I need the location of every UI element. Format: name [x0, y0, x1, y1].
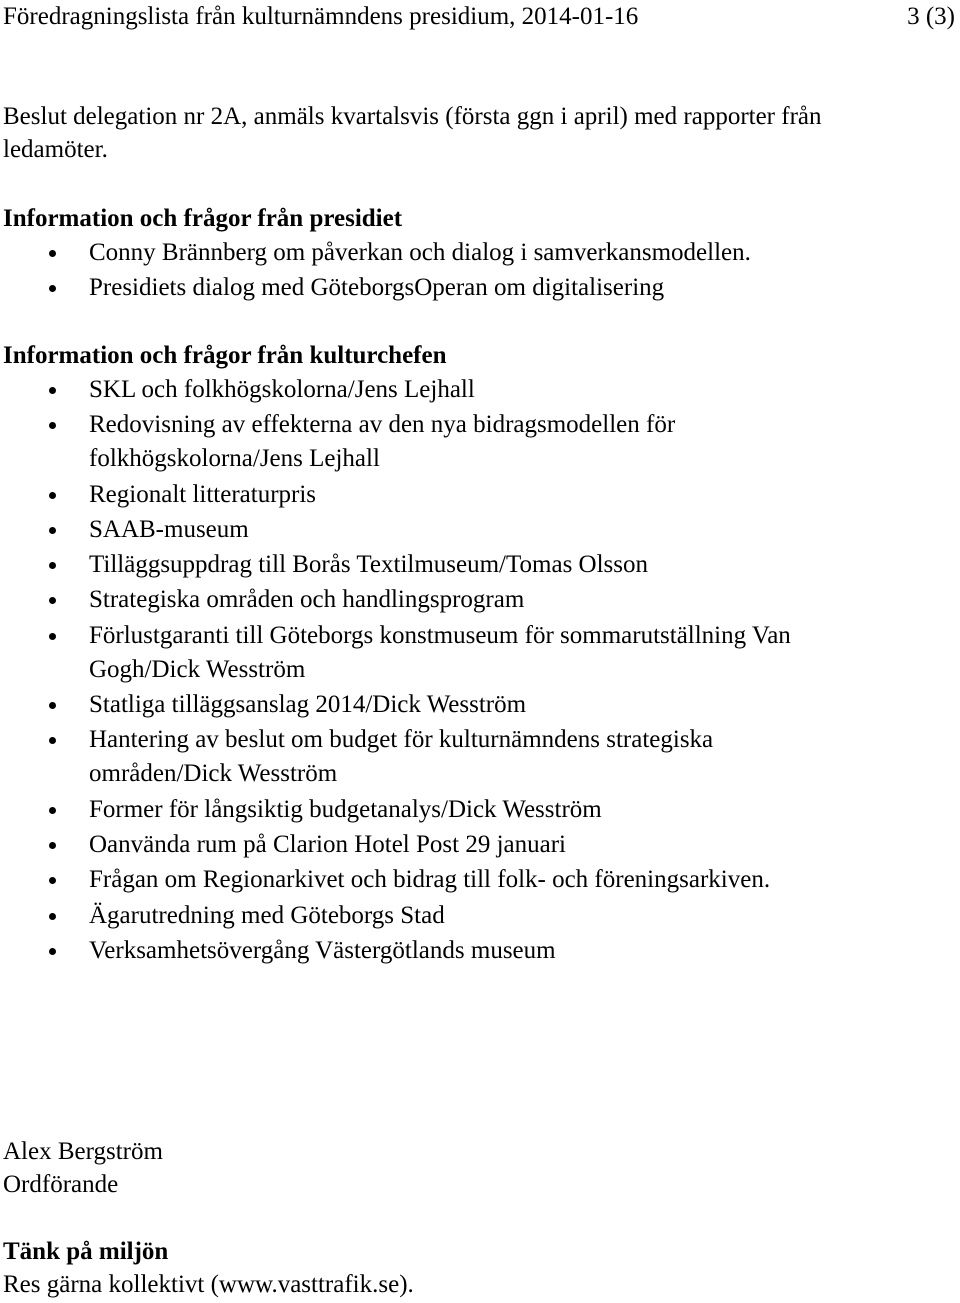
list-item	[3, 723, 955, 791]
footer-text: Res gärna kollektivt (www.vasttrafik.se).	[3, 1271, 414, 1298]
list-item-text: SKL och folkhögskolorna/Jens Lejhall	[89, 376, 475, 403]
list-item-text: Ägarutredning med Göteborgs Stad	[89, 901, 445, 929]
section-presidiet	[3, 202, 955, 307]
bullet-icon	[49, 562, 56, 569]
bullet-icon	[49, 285, 56, 292]
bullet-icon	[49, 527, 56, 534]
bullet-list	[3, 373, 955, 968]
document-title: Föredragningslista från kulturnämndens presidium, 2014-01-16	[3, 3, 639, 30]
section-heading: Information och frågor från presidiet	[3, 205, 403, 232]
page-number: 3 (3)	[907, 3, 955, 30]
decision-line-1: Beslut delegation nr 2A, anmäls kvartalsvis (första ggn i april) med rapporter från	[3, 103, 822, 130]
list-item	[3, 236, 955, 270]
bullet-icon	[49, 877, 56, 884]
list-item	[3, 513, 955, 547]
list-item	[3, 548, 955, 582]
bullet-icon	[49, 842, 56, 849]
bullet-icon	[49, 737, 56, 744]
list-item-text: Tilläggsuppdrag till Borås Textilmuseum/Tomas Olsson	[89, 551, 649, 579]
list-item-text: Hantering av beslut om budget för kulturnämndens strategiska	[89, 726, 714, 754]
list-item	[3, 478, 955, 512]
list-item-text: Conny Brännberg om påverkan och dialog i samverkansmodellen.	[89, 239, 751, 266]
section-heading: Information och frågor från kulturchefen	[3, 342, 447, 369]
list-item-text: folkhögskolorna/Jens Lejhall	[89, 445, 380, 473]
signature-block	[3, 1135, 955, 1202]
list-item	[3, 271, 955, 305]
bullet-icon	[49, 948, 56, 955]
list-item	[3, 863, 955, 897]
list-item-text: områden/Dick Wesström	[89, 760, 338, 788]
list-item-text: Verksamhetsövergång Västergötlands museum	[89, 936, 556, 964]
list-item-text: Former för långsiktig budgetanalys/Dick Wesström	[89, 795, 602, 823]
decision-line-2: ledamöter.	[3, 136, 108, 163]
signer-role: Ordförande	[3, 1171, 119, 1198]
list-item	[3, 899, 955, 933]
bullet-icon	[49, 597, 56, 604]
bullet-icon	[49, 492, 56, 499]
list-item	[3, 828, 955, 862]
list-item	[3, 793, 955, 827]
bullet-icon	[49, 633, 56, 640]
bullet-icon	[49, 422, 56, 429]
list-item-text: Gogh/Dick Wesström	[89, 655, 306, 683]
list-item	[3, 934, 955, 968]
signer-name: Alex Bergström	[3, 1138, 163, 1165]
list-item-text: Förlustgaranti till Göteborgs konstmuseum för sommarutställning Van	[89, 621, 791, 649]
page-header	[3, 2, 955, 32]
footer-block	[3, 1235, 955, 1302]
decision-paragraph	[3, 100, 955, 167]
list-item	[3, 583, 955, 617]
list-item	[3, 408, 955, 476]
bullet-icon	[49, 387, 56, 394]
footer-heading: Tänk på miljön	[3, 1238, 169, 1265]
bullet-icon	[49, 913, 56, 920]
list-item	[3, 688, 955, 722]
bullet-icon	[49, 250, 56, 257]
list-item-text: Oanvända rum på Clarion Hotel Post 29 januari	[89, 830, 566, 858]
list-item-text: Regionalt litteraturpris	[89, 480, 317, 508]
list-item	[3, 619, 955, 687]
bullet-list	[3, 236, 955, 305]
list-item-text: Statliga tilläggsanslag 2014/Dick Wesström	[89, 691, 527, 719]
bullet-icon	[49, 807, 56, 814]
list-item-text: Redovisning av effekterna av den nya bidragsmodellen för	[89, 411, 676, 439]
list-item-text: Frågan om Regionarkivet och bidrag till folk- och föreningsarkiven.	[89, 866, 771, 894]
section-kulturchefen	[3, 339, 955, 969]
bullet-icon	[49, 702, 56, 709]
list-item-text: SAAB-museum	[89, 515, 249, 543]
list-item-text: Presidiets dialog med GöteborgsOperan om digitalisering	[89, 274, 665, 302]
list-item	[3, 373, 955, 407]
list-item-text: Strategiska områden och handlingsprogram	[89, 586, 525, 614]
